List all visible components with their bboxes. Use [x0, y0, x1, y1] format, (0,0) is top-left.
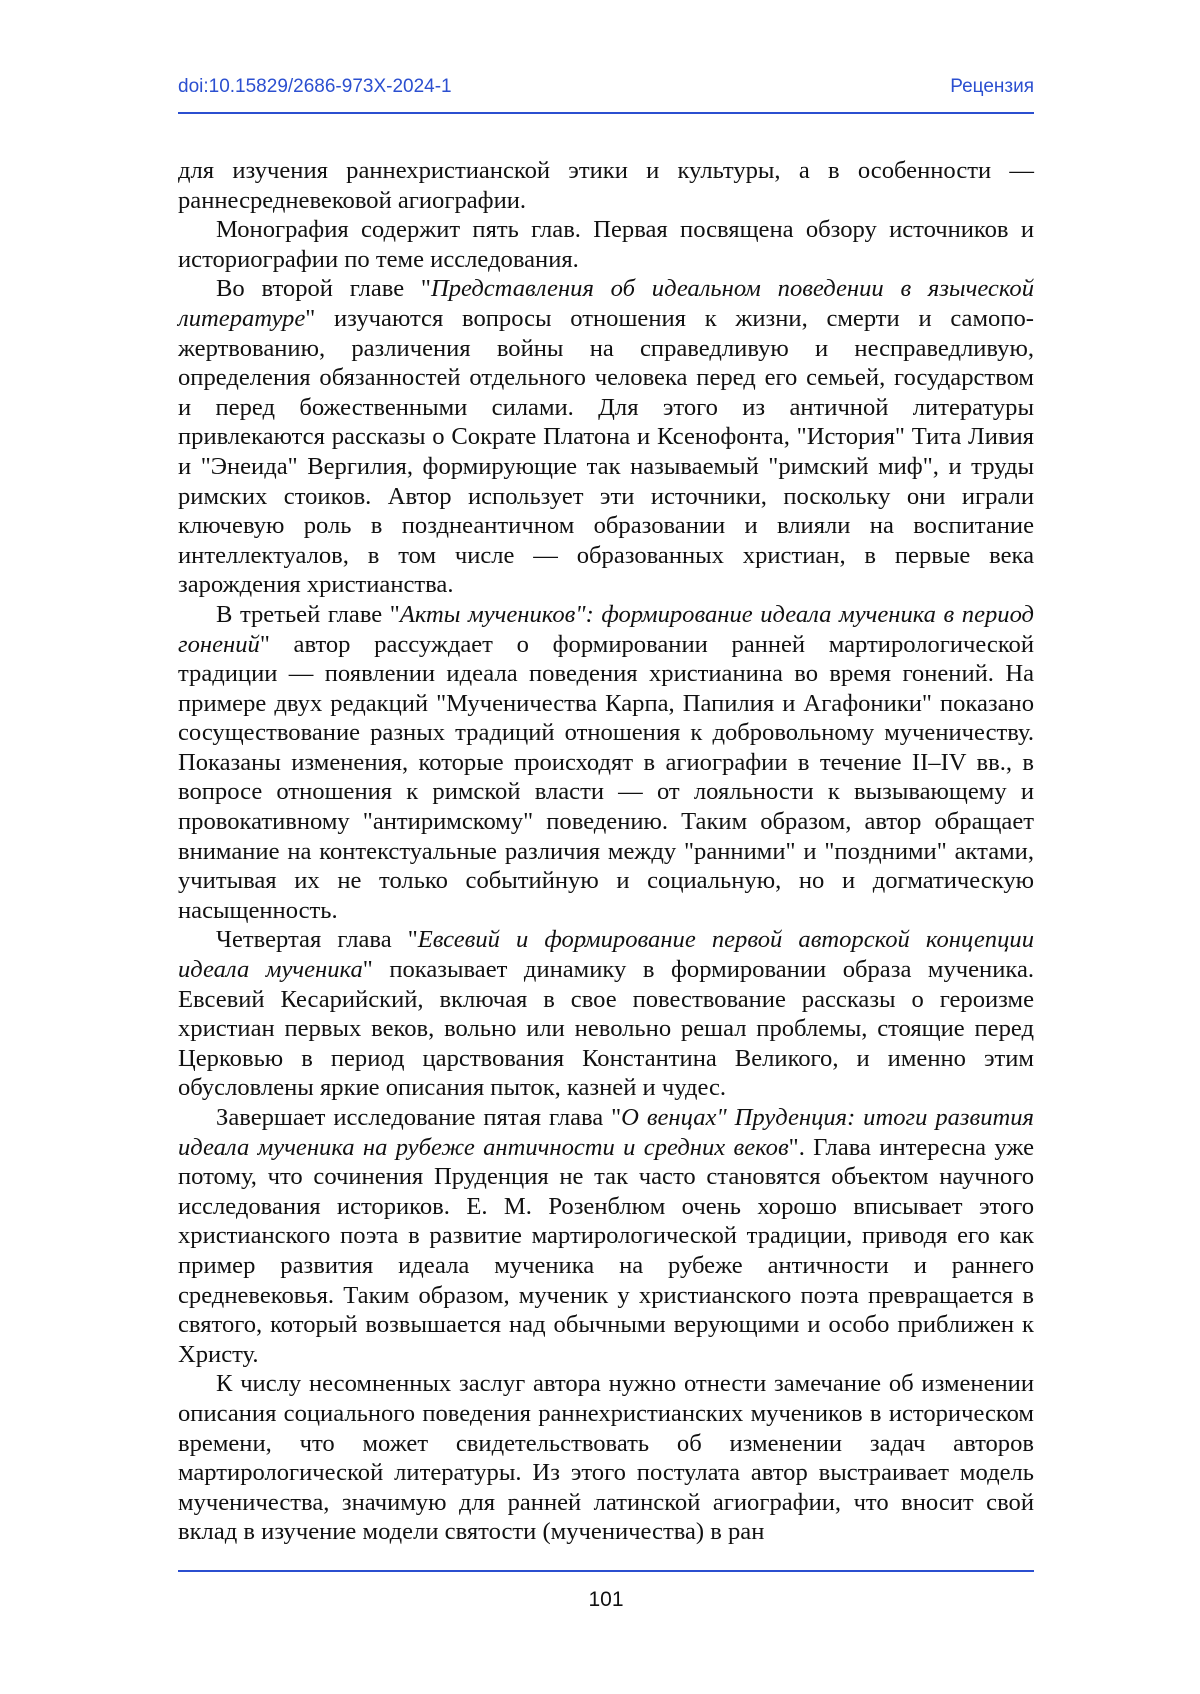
chapter-title-3: Акты мучеников": формирование идеала мученика в период гонений: [178, 601, 1034, 658]
doi-label: doi:10.15829/2686-973X-2024-1: [178, 76, 452, 98]
article-body: [178, 156, 1034, 1547]
footer-rule: [178, 1570, 1034, 1572]
header-rule: [178, 112, 1034, 114]
paragraph-6: Завершает исследование пятая глава "О венцах" Пруденция: итоги раз­вития идеала мученика на рубеже античности и средних веков". Глава инте­ресна уже потому, что сочинения Пруденция не так часто становятся объ­ектом научного исследования историков. Е. М. Розенблюм очень хорошо вписывает этого христианского поэта в развитие мартирологической традиции, приводя его как пример развития идеала мученика на рубеже античности и раннего средневековья. Таким образом, мученик у христиан­ского поэта превращается в святого, который возвышается над обычными верующими и особо приближен к Христу.: [178, 1103, 1034, 1369]
page-number: 101: [178, 1588, 1034, 1612]
paragraph-2: Монография содержит пять глав. Первая посвящена обзору источников и историографии по теме исследования.: [178, 215, 1034, 274]
chapter-title-2: Представления об идеальном поведении в языческой литературе: [178, 275, 1034, 332]
paragraph-3: Во второй главе "Представления об идеальном поведении в языческой литературе" изучаются вопросы отношения к жизни, смерти и самопо­жертвованию, различения войны на справедливую и несправедливую, определения обязанностей отдельного человека перед его семьей, государ­ством и перед божественными силами. Для этого из античной литературы привлекаются рассказы о Сократе Платона и Ксенофонта, "История" Тита Ливия и "Энеида" Вергилия, формирующие так называемый "рим­ский миф", и труды римских стоиков. Автор использует эти источники, поскольку они играли ключевую роль в позднеантичном образовании и влияли на воспитание интеллектуалов, в том числе — образованных хри­стиан, в первые века зарождения христианства.: [178, 274, 1034, 600]
running-header: [178, 72, 1034, 108]
paragraph-5: Четвертая глава "Евсевий и формирование первой авторской концепции идеала мученика" показывает динамику в формировании образа мученика. Евсевий Кесарийский, включая в свое повествование рассказы о героизме христиан первых веков, вольно или невольно решал проблемы, стоящие перед Церковью в период царствования Константина Великого, и именно этим обусловлены яркие описания пыток, казней и чудес.: [178, 925, 1034, 1103]
paragraph-1: для изучения раннехристианской этики и культуры, а в особенности — раннесредневековой агиографии.: [178, 156, 1034, 215]
section-label: Рецензия: [950, 76, 1034, 98]
paragraph-7: К числу несомненных заслуг автора нужно отнести замечание об изме­нении описания социального поведения раннехристианских мучеников в историческом времени, что может свидетельствовать об изменении задач авторов мартирологической литературы. Из этого постулата автор выстра­ивает модель мученичества, значимую для ранней латинской агиографии, что вносит свой вклад в изучение модели святости (мученичества) в ран­: [178, 1369, 1034, 1547]
chapter-title-5: О венцах" Пруденция: итоги раз­вития идеала мученика на рубеже античности и средних веков: [178, 1104, 1034, 1161]
chapter-title-4: Евсевий и формирование первой авторской концепции идеала мученика: [178, 926, 1034, 983]
paragraph-4: В третьей главе "Акты мучеников": формирование идеала мученика в период гонений" автор рассуждает о формировании ранней мартироло­гической традиции — появлении идеала поведения христианина во время гонений. На примере двух редакций "Мученичества Карпа, Папилия и Агафоники" показано сосуществование разных традиций отношения к добровольному мученичеству. Показаны изменения, которые проис­ходят в агиографии в течение II–IV вв., в вопросе отношения к римской власти — от лояльности к вызывающему и провокативному "антирим­скому" поведению. Таким образом, автор обращает внимание на контек­стуальные различия между "ранними" и "поздними" актами, учитывая их не только событийную и социальную, но и догматическую насыщенность.: [178, 600, 1034, 926]
